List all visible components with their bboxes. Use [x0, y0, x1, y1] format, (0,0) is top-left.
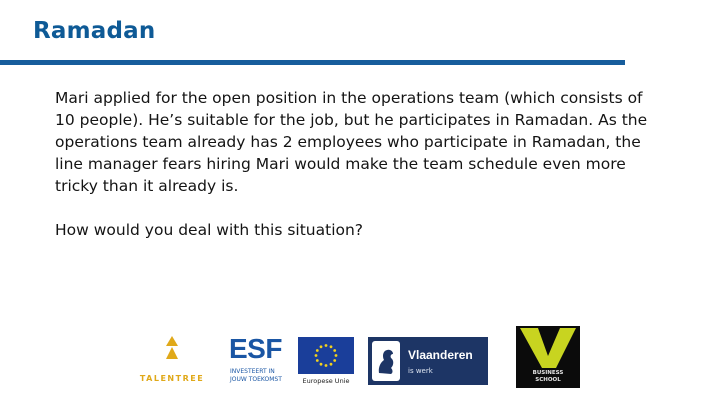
eu-flag-icon — [298, 337, 354, 374]
vlerick-wordmark — [516, 370, 580, 384]
vlaanderen-logo — [368, 337, 488, 385]
esf-wordmark: ESF — [229, 333, 282, 364]
vlerick-wordmark-line-2: SCHOOL — [535, 377, 561, 383]
esf-tagline-line-1: INVESTEERT IN — [230, 368, 275, 375]
eu-stars — [298, 337, 354, 374]
esf-logo — [229, 334, 285, 392]
slide-title: Ramadan — [33, 18, 156, 44]
talentree-triangle-lower — [166, 347, 178, 359]
vlaanderen-wordmark: Vlaanderen — [408, 348, 473, 362]
partner-logos — [0, 320, 720, 400]
scenario-paragraph: Mari applied for the open position in the operations team (which consists of 10 people). He’s suitable for the job, but he participates in Ramadan. As the operations team already has 2 employees who participate in Ramadan, the line manager fears hiring Mari would make the team schedule even more tricky than it already is. — [55, 89, 648, 195]
talentree-triangles-icon — [166, 336, 178, 346]
flemish-lion-icon — [372, 341, 400, 381]
eu-label: Europese Unie — [302, 377, 350, 385]
flemish-lion-shape — [372, 341, 400, 381]
vlerick-logo — [516, 326, 580, 388]
talentree-wordmark: TALENTREE — [139, 374, 205, 383]
question-paragraph: How would you deal with this situation? — [55, 221, 364, 239]
esf-tagline — [230, 368, 286, 384]
vlaanderen-tagline: is werk — [408, 367, 433, 375]
esf-tagline-line-2: JOUW TOEKOMST — [230, 376, 282, 383]
slide-body — [55, 87, 655, 241]
eu-logo — [298, 337, 354, 387]
vlerick-wordmark-line-1: BUSINESS — [532, 370, 564, 376]
talentree-logo — [136, 334, 208, 388]
title-divider — [0, 60, 625, 65]
